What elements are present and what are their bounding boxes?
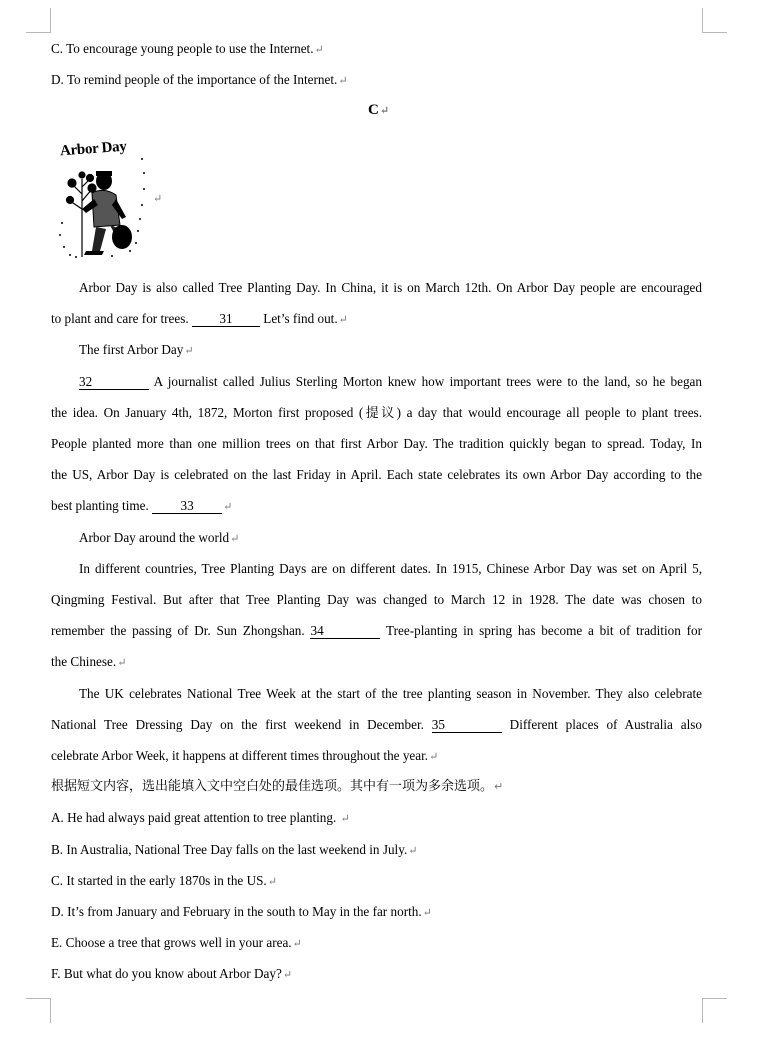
paragraph-mark-icon: ↵ [408,845,418,857]
paragraph-2-line-3: People planted more than one million trees on that first Arbor Day. The tradition quickly began to spread. Today, In [51,436,702,451]
heading-around-world: Arbor Day around the world↵ [79,530,240,545]
paragraph-mark-icon: ↵ [338,75,348,87]
paragraph-4-line-3: celebrate Arbor Week, it happens at different times throughout the year.↵ [51,748,439,763]
paragraph-1-line-1: Arbor Day is also called Tree Planting Day. In China, it is on March 12th. On Arbor Day people are encouraged [79,280,702,295]
blank-32: 32 [79,374,149,390]
section-heading: C↵ [368,102,390,118]
paragraph-2-line-1: 32 A journalist called Julius Sterling Morton knew how important trees were to the land, so he began [79,374,702,389]
paragraph-mark-icon: ↵ [230,533,240,545]
paragraph-mark-icon: ↵ [429,751,439,763]
paragraph-mark-icon: ↵ [282,969,293,981]
blank-34: 34 [310,623,380,639]
blank-31: 31 [192,311,260,327]
paragraph-mark-icon: ↵ [292,938,302,950]
heading-first-arbor-day: The first Arbor Day↵ [79,342,194,357]
instruction-text: 根据短文内容，选出能填入文中空白处的最佳选项。其中有一项为多余选项。↵ [51,779,504,794]
paragraph-mark-icon: ↵ [379,105,390,117]
paragraph-3-line-2: Qingming Festival. But after that Tree Planting Day was changed to March 12 in 1928. The date was chosen to [51,592,702,607]
paragraph-mark-icon: ↵ [340,813,350,825]
crop-mark-top-right [702,8,727,33]
option-c: C. It started in the early 1870s in the US.↵ [51,873,277,888]
paragraph-mark-icon: ↵ [153,193,163,205]
option-e: E. Choose a tree that grows well in your area.↵ [51,935,302,950]
option-f: F. But what do you know about Arbor Day?↵ [51,966,293,981]
paragraph-3-line-3: remember the passing of Dr. Sun Zhongshan. 34 Tree-planting in spring has become a bit of tradition for [51,623,702,638]
paragraph-mark-icon: ↵ [184,345,194,357]
paragraph-4-line-2: National Tree Dressing Day on the first weekend in December. 35 Different places of Australia also [51,717,703,732]
paragraph-mark-icon: ↵ [117,657,127,669]
paragraph-2-line-2: the idea. On January 4th, 1872, Morton first proposed (提议) a day that would encourage all people to plant trees. [51,405,702,420]
paragraph-4-line-1: The UK celebrates National Tree Week at the start of the tree planting season in November. They also celebrate [79,686,702,701]
arbor-day-illustration [52,139,150,261]
crop-mark-bottom-left [26,998,51,1023]
prev-option-c: C. To encourage young people to use the Internet.↵ [51,41,324,56]
paragraph-mark-icon: ↵ [338,314,348,326]
option-a: A. He had always paid great attention to tree planting. ↵ [51,810,350,825]
option-b: B. In Australia, National Tree Day falls on the last weekend in July.↵ [51,842,418,857]
paragraph-1-line-2: to plant and care for trees. 31 Let’s find out.↵ [51,311,348,326]
option-d: D. It’s from January and February in the south to May in the far north.↵ [51,904,432,919]
crop-mark-top-left [26,8,51,33]
blank-33: 33 [152,498,222,514]
paragraph-2-line-5: best planting time. 33 ↵ [51,498,233,513]
paragraph-mark-icon: ↵ [422,907,432,919]
paragraph-mark-icon: ↵ [494,780,504,793]
paragraph-3-line-1: In different countries, Tree Planting Days are on different dates. In 1915, Chinese Arbor Day was set on April 5, [79,561,702,576]
prev-option-d: D. To remind people of the importance of the Internet.↵ [51,72,348,87]
paragraph-mark-icon: ↵ [267,876,277,888]
paragraph-3-line-4: the Chinese.↵ [51,654,127,669]
paragraph-2-line-4: the US, Arbor Day is celebrated on the last Friday in April. Each state celebrates its own Arbor Day according to the [51,467,702,482]
illustration-title: Arbor Day [59,138,128,160]
paragraph-mark-icon: ↵ [314,44,324,56]
blank-35: 35 [432,717,502,733]
paragraph-mark-icon: ↵ [223,501,233,513]
crop-mark-bottom-right [702,998,727,1023]
